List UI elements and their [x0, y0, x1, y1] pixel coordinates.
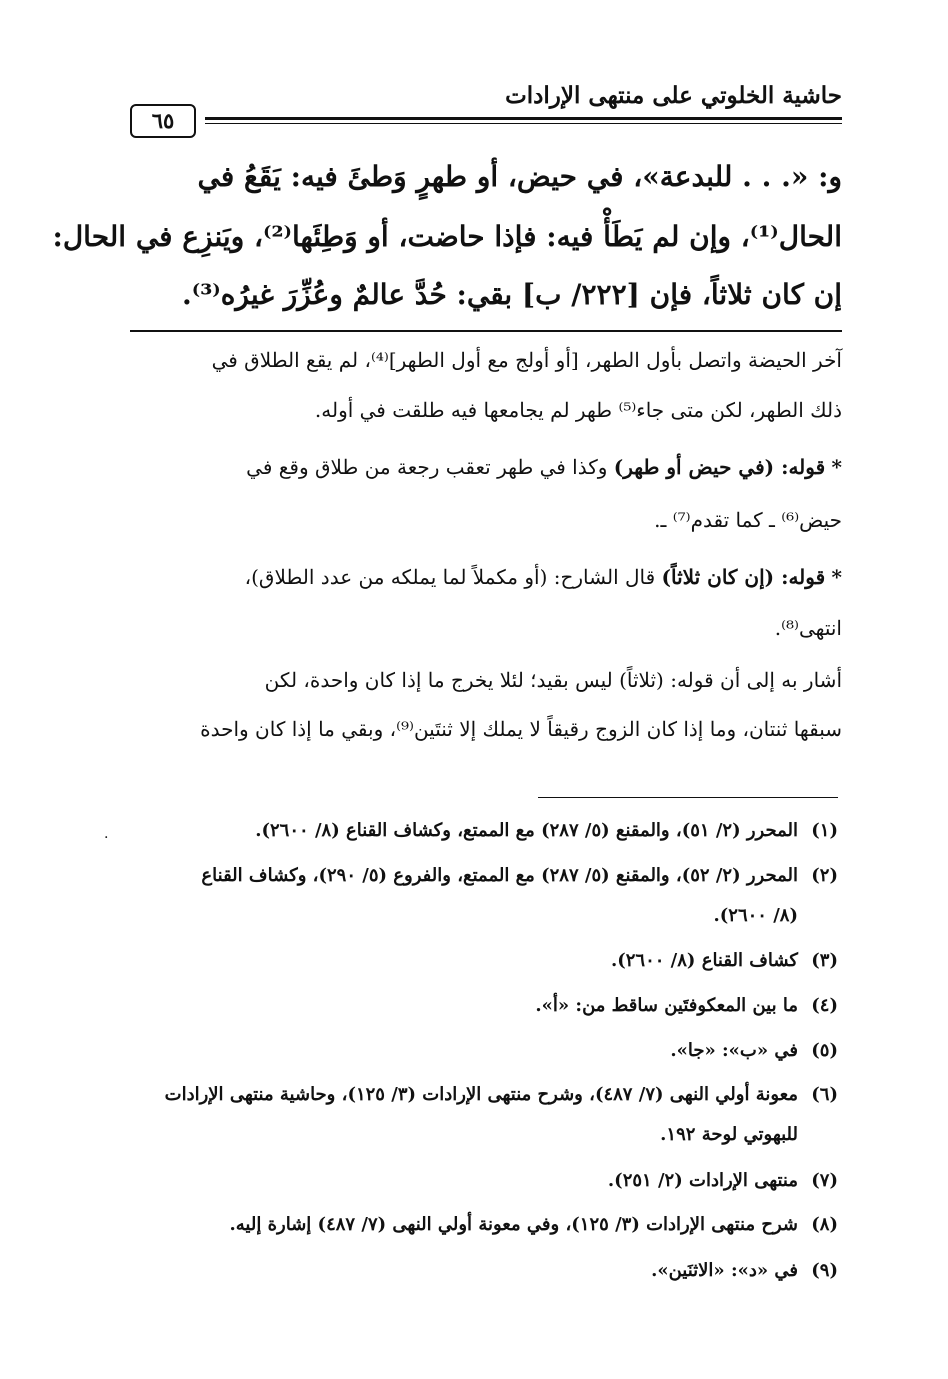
- footnote-7: [130, 1170, 838, 1191]
- footnote-number: (٢): [811, 865, 838, 886]
- footnote-text: شرح منتهى الإرادات (٣/ ١٢٥)، وفي معونة أولي النهى (٧/ ٤٨٧) إشارة إليه.: [229, 1214, 798, 1235]
- asterisk-marker: *: [831, 455, 842, 479]
- matn-line-2: الحال⁽¹⁾، وإن لم يَطَأْ فيه: فإذا حاضت، أو وَطِئَها⁽²⁾، ويَنزِع في الحال:: [52, 220, 842, 253]
- commentary-line: حيض⁽⁶⁾ ـ كما تقدم⁽⁷⁾ ـ.: [654, 508, 842, 532]
- footnote-text: المحرر (٢/ ٥١)، والمقنع (٥/ ٢٨٧) مع الممتع، وكشاف القناع (٨/ ٢٦٠٠).: [255, 820, 798, 841]
- footnote-text: المحرر (٢/ ٥٢)، والمقنع (٥/ ٢٨٧) مع الممتع، والفروع (٥/ ٢٩٠)، وكشاف القناع: [201, 865, 798, 886]
- commentary-line: [130, 455, 842, 479]
- commentary-line: أشار به إلى أن قوله: (ثلاثاً) ليس بقيد؛ لئلا يخرج ما إذا كان واحدة، لكن: [264, 668, 842, 692]
- footnote-number: (٥): [811, 1040, 838, 1061]
- header-rule-thin: [205, 123, 842, 124]
- quoted-lemma: قوله: (إن كان ثلاثاً): [661, 565, 826, 589]
- footnote-text: كشاف القناع (٨/ ٢٦٠٠).: [610, 950, 798, 971]
- header-rule: [205, 117, 842, 120]
- commentary-line: ذلك الطهر، لكن متى جاء⁽⁵⁾ طهر لم يجامعها فيه طلقت في أوله.: [314, 398, 842, 422]
- footnote-number: (٦): [811, 1084, 838, 1105]
- matn-line-3: إن كان ثلاثاً، فإن [٢٢٢/ ب] بقي: حُدَّ عالمٌ وعُزِّرَ غيرُه⁽³⁾.: [182, 278, 842, 311]
- footnote-divider: [538, 797, 838, 798]
- footnote-number: (٣): [811, 950, 838, 971]
- footnote-1: [130, 820, 838, 841]
- footnote-9: [130, 1260, 838, 1281]
- matn-line-1: و: «. . . للبدعة»، في حيض، أو طهرٍ وَطئَ فيه: يَقَعُ في: [197, 160, 842, 193]
- commentary-line: آخر الحيضة واتصل بأول الطهر، [أو أولج مع أول الطهر]⁽⁴⁾، لم يقع الطلاق في: [211, 348, 842, 372]
- page-number: ٦٥: [130, 104, 196, 138]
- footnote-number: (٩): [811, 1260, 838, 1281]
- footnote-5: [130, 1040, 838, 1061]
- footnote-6: [130, 1084, 838, 1105]
- footnote-text: في «د»: «الاثنَين».: [651, 1260, 798, 1281]
- footnote-number: (٤): [811, 995, 838, 1016]
- commentary-text: وكذا في طهر تعقب رجعة من طلاق وقع في: [246, 455, 614, 479]
- asterisk-marker: *: [831, 565, 842, 589]
- footnote-6-continuation: للبهوتي لوحة ١٩٢.: [660, 1124, 798, 1145]
- footnote-number: (١): [811, 820, 838, 841]
- commentary-text: قال الشارح: (أو مكملاً لما يملكه من عدد الطلاق)،: [244, 565, 662, 589]
- footnote-2-continuation: (٨/ ٢٦٠٠).: [713, 905, 798, 926]
- footnote-number: (٨): [811, 1214, 838, 1235]
- quoted-lemma: قوله: (في حيض أو طهر): [613, 455, 826, 479]
- footnote-text: معونة أولي النهى (٧/ ٤٨٧)، وشرح منتهى الإرادات (٣/ ١٢٥)، وحاشية منتهى الإرادات: [164, 1084, 798, 1105]
- footnote-text: منتهى الإرادات (٢/ ٢٥١).: [607, 1170, 798, 1191]
- margin-mark: .: [104, 826, 109, 842]
- footnote-text: في «ب»: «جا».: [670, 1040, 798, 1061]
- commentary-line: سبقها ثنتان، وما إذا كان الزوج رقيقاً لا يملك إلا ثنتَين⁽⁹⁾، وبقي ما إذا كان واحدة: [200, 717, 842, 741]
- footnote-3: [130, 950, 838, 971]
- footnote-number: (٧): [811, 1170, 838, 1191]
- footnote-text: ما بين المعكوفتَين ساقط من: «أ».: [535, 995, 798, 1016]
- footnote-8: [130, 1214, 838, 1235]
- running-title: حاشية الخلوتي على منتهى الإرادات: [505, 82, 842, 109]
- footnote-4: [130, 995, 838, 1016]
- commentary-line: [130, 565, 842, 589]
- commentary-line: انتهى⁽⁸⁾.: [774, 616, 842, 640]
- footnote-2: [130, 865, 838, 886]
- matn-divider: [130, 330, 842, 332]
